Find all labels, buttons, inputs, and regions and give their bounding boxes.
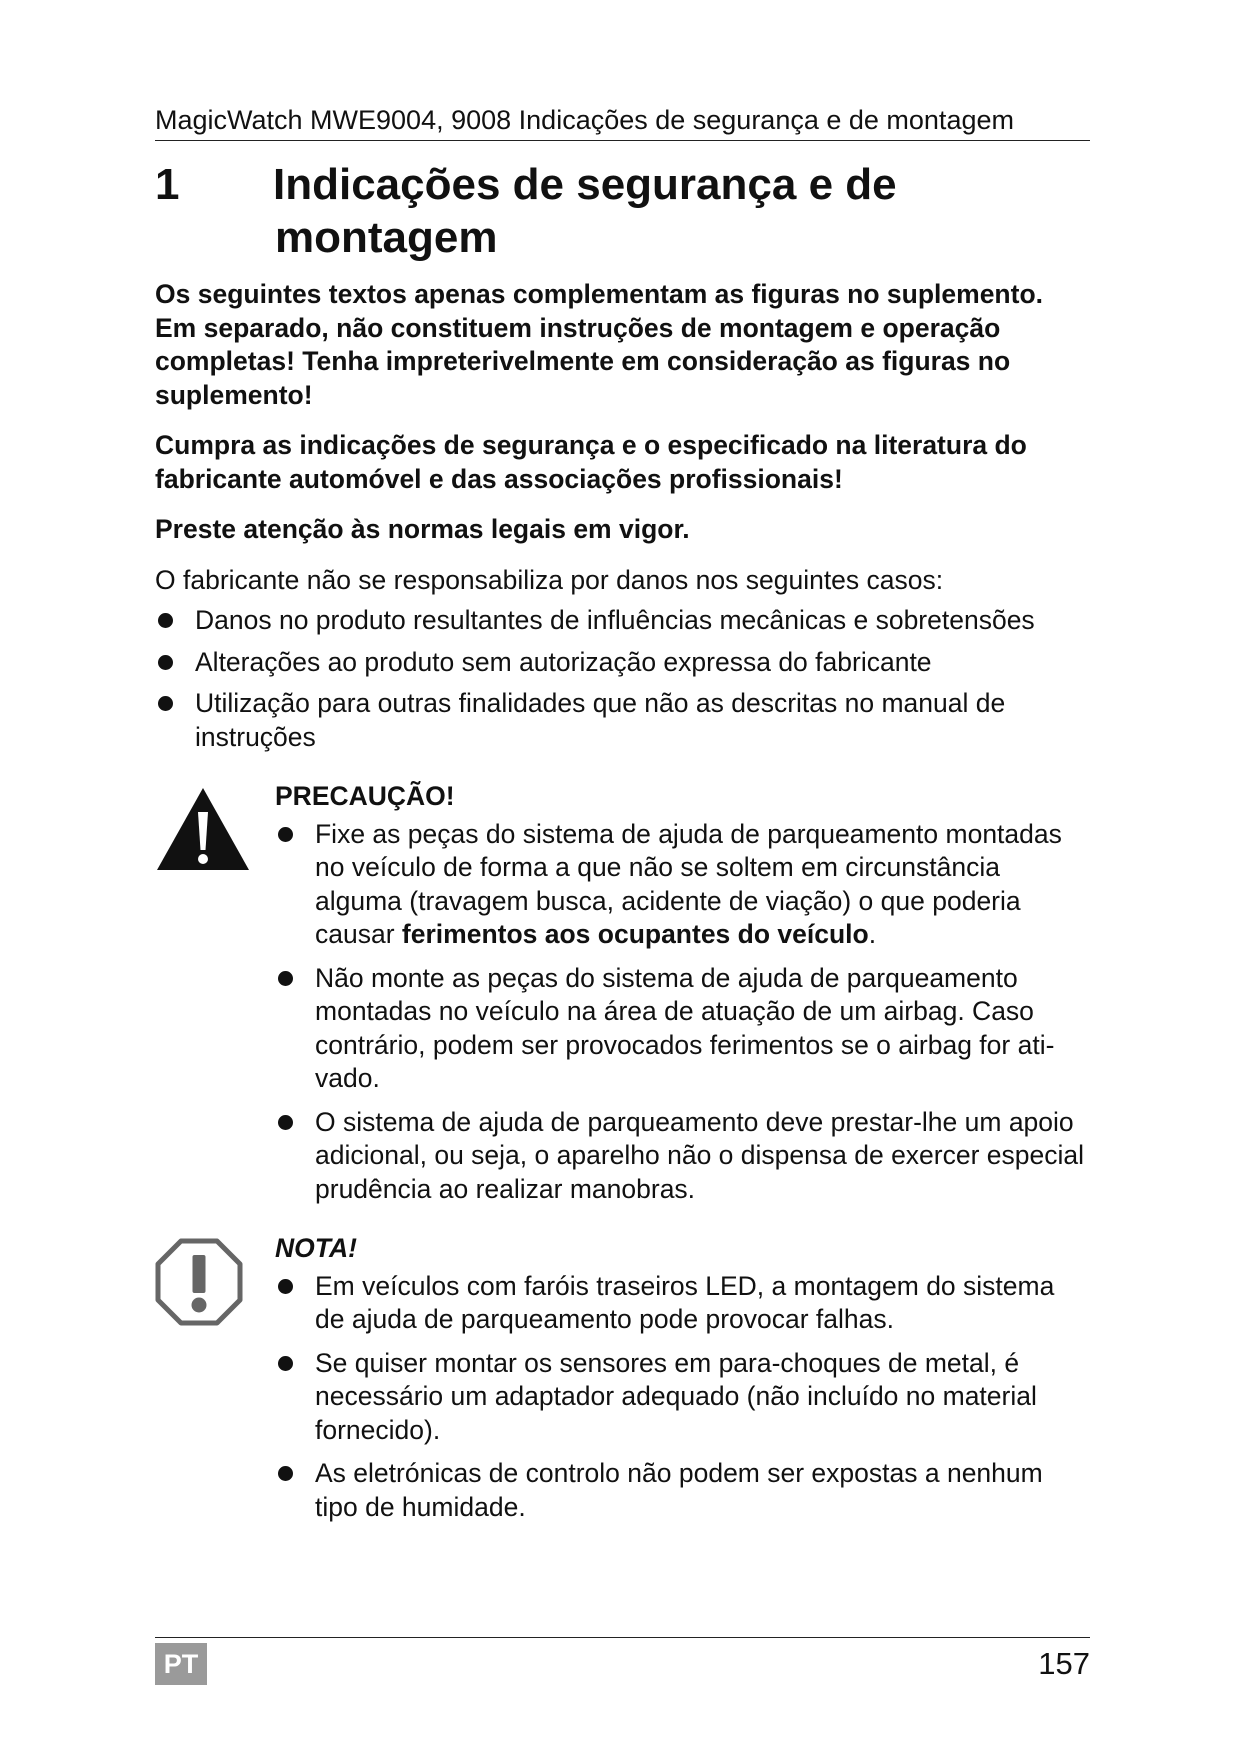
bullet-icon (278, 827, 293, 842)
caution-title: PRECAUÇÃO! (275, 781, 455, 811)
liability-list (155, 604, 1090, 754)
section-number: 1 (155, 160, 180, 209)
caution-item-1-text: Fixe as peças do sistema de ajuda de parqueamento montadas no veículo de forma a que não se soltem em circunstância alguma (travagem busca, acidente de viação) o que poderia causar ferimentos aos ocupantes do veículo. (315, 818, 1062, 949)
list-item (155, 687, 1090, 754)
caution-emphasis: ferimentos aos ocupantes do veículo (401, 919, 869, 949)
caution-item-2-text: Não monte as peças do sistema de ajuda de parqueamento montadas no veículo na área de atuação de um airbag. Caso contrário, podem ser provocados ferimentos se o airbag for ati-vado. (315, 962, 1055, 1093)
bullet-icon (158, 655, 173, 670)
caution-block (155, 780, 1090, 1206)
list-item-text: As eletrónicas de controlo não podem ser expostas a nenhum tipo de humidade. (315, 1458, 1043, 1522)
list-item-text: Danos no produto resultantes de influências mecânicas e sobretensões (195, 605, 1035, 635)
language-badge: PT (155, 1643, 207, 1685)
list-item (275, 962, 1090, 1096)
bullet-icon (278, 1115, 293, 1130)
list-item-text: Em veículos com faróis traseiros LED, a montagem do sistema de ajuda de parqueamento pode provocar falhas. (315, 1270, 1055, 1334)
bullet-icon (278, 1466, 293, 1481)
bullet-icon (278, 1279, 293, 1294)
list-item-text: Alterações ao produto sem autorização expressa do fabricante (195, 646, 932, 677)
liability-lead: O fabricante não se responsabiliza por danos nos seguintes casos: (155, 564, 944, 595)
intro-paragraph-2: Cumpra as indicações de segurança e o especificado na literatura do fabricante automóvel e das associações profissionais! (155, 430, 1027, 494)
list-item (275, 1106, 1090, 1207)
list-item (275, 1347, 1090, 1448)
list-item (275, 1270, 1090, 1337)
list-item (155, 604, 1090, 638)
section-title-line2: montagem (275, 213, 498, 262)
section-title (155, 158, 1090, 264)
note-list (275, 1270, 1090, 1525)
running-header: MagicWatch MWE9004, 9008 Indicações de segurança e de montagem (155, 103, 1090, 141)
list-item (155, 646, 1090, 680)
bullet-icon (278, 971, 293, 986)
warning-triangle-icon (155, 786, 251, 881)
caution-list (275, 818, 1090, 1207)
footer-divider (155, 1637, 1090, 1638)
list-item-text: Se quiser montar os sensores em para-choques de metal, é necessário um adaptador adequado (não incluído no material fornecido). (315, 1347, 1037, 1445)
body-text (155, 278, 1090, 1534)
intro-paragraph-3: Preste atenção às normas legais em vigor. (155, 514, 690, 544)
note-block (155, 1232, 1090, 1524)
list-item-text: Utilização para outras finalidades que não as descritas no manual de instruções (195, 688, 1006, 752)
caution-item-3-text: O sistema de ajuda de parqueamento deve prestar-lhe um apoio adicional, ou seja, o aparelho não o dispensa de exercer especial prudência ao realizar manobras. (315, 1106, 1085, 1204)
list-item (275, 1457, 1090, 1524)
bullet-icon (158, 696, 173, 711)
page-number: 157 (1038, 1646, 1090, 1681)
section-title-line1: Indicações de segurança e de (273, 160, 897, 209)
bullet-icon (278, 1356, 293, 1371)
intro-paragraph-1: Os seguintes textos apenas complementam as figuras no suplemento. Em separado, não constituem instruções de montagem e operação completas! Tenha impreterivelmente em consideração as figuras no suplemento! (155, 279, 1043, 410)
list-item (275, 818, 1090, 952)
exclamation-octagon-icon (155, 1238, 243, 1335)
bullet-icon (158, 613, 173, 628)
note-title: NOTA! (275, 1233, 357, 1263)
